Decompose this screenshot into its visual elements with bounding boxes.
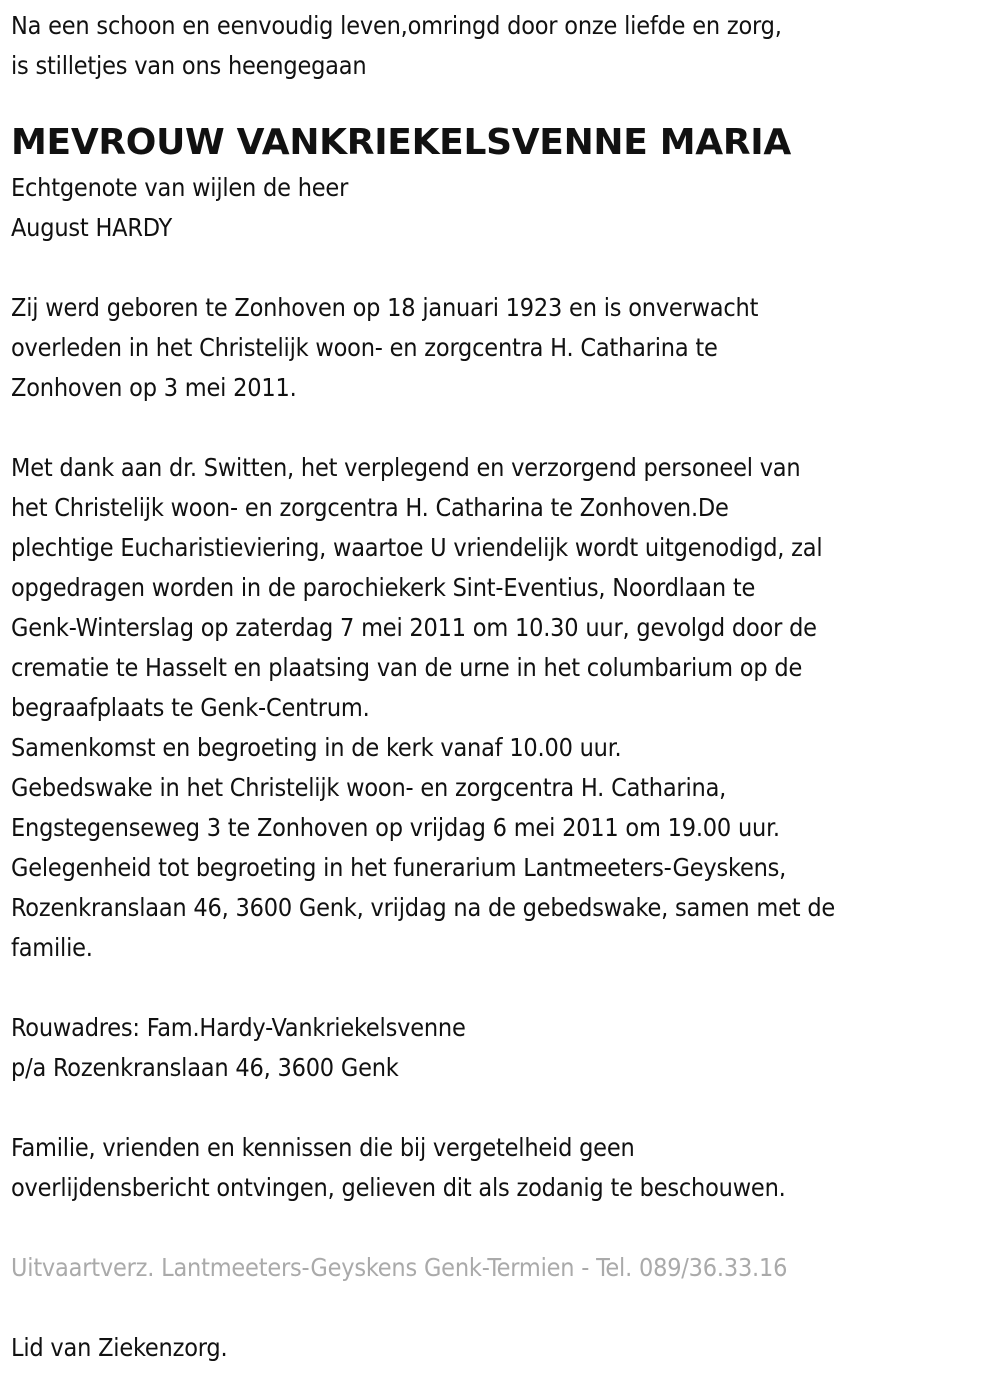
- spacer: [11, 408, 1000, 448]
- spouse-section: [11, 168, 1000, 248]
- ceremony-line: familie.: [11, 933, 93, 962]
- birth-death-line: Zij werd geboren te Zonhoven op 18 januari 1923 en is onverwacht: [11, 293, 759, 322]
- ceremony-line: Rozenkranslaan 46, 3600 Genk, vrijdag na de gebedswake, samen met de: [11, 893, 836, 922]
- ceremony-line: het Christelijk woon- en zorgcentra H. Catharina te Zonhoven.De: [11, 493, 729, 522]
- membership-note: Lid van Ziekenzorg.: [11, 1333, 228, 1362]
- notice-section: [11, 1128, 1000, 1208]
- ceremony-line: Genk-Winterslag op zaterdag 7 mei 2011 om 10.30 uur, gevolgd door de: [11, 613, 817, 642]
- notice-line: overlijdensbericht ontvingen, gelieven dit als zodanig te beschouwen.: [11, 1173, 786, 1202]
- ceremony-line: Met dank aan dr. Switten, het verplegend en verzorgend personeel van: [11, 453, 801, 482]
- deceased-name: MEVROUW VANKRIEKELSVENNE MARIA: [11, 122, 791, 163]
- funeral-home-credit: Uitvaartverz. Lantmeeters-Geyskens Genk-Termien - Tel. 089/36.33.16: [11, 1253, 788, 1282]
- ceremony-line: Gebedswake in het Christelijk woon- en zorgcentra H. Catharina,: [11, 773, 727, 802]
- spacer: [11, 248, 1000, 288]
- spacer: [11, 1288, 1000, 1328]
- mourning-address-section: [11, 1008, 1000, 1088]
- intro-line: is stilletjes van ons heengegaan: [11, 51, 367, 80]
- ceremony-line: begraafplaats te Genk-Centrum.: [11, 693, 370, 722]
- birth-death-line: Zonhoven op 3 mei 2011.: [11, 373, 297, 402]
- ceremony-line: opgedragen worden in de parochiekerk Sint-Eventius, Noordlaan te: [11, 573, 756, 602]
- intro-section: [11, 0, 1000, 86]
- address-line: p/a Rozenkranslaan 46, 3600 Genk: [11, 1053, 399, 1082]
- ceremony-line: crematie te Hasselt en plaatsing van de urne in het columbarium op de: [11, 653, 803, 682]
- spouse-line: Echtgenote van wijlen de heer: [11, 173, 349, 202]
- ceremony-line: Engstegenseweg 3 te Zonhoven op vrijdag 6 mei 2011 om 19.00 uur.: [11, 813, 780, 842]
- spacer: [11, 1208, 1000, 1248]
- birth-death-line: overleden in het Christelijk woon- en zorgcentra H. Catharina te: [11, 333, 718, 362]
- spacer: [11, 1088, 1000, 1128]
- spouse-line: August HARDY: [11, 213, 173, 242]
- ceremony-line: Gelegenheid tot begroeting in het funerarium Lantmeeters-Geyskens,: [11, 853, 787, 882]
- spacer: [11, 968, 1000, 1008]
- ceremony-section: [11, 448, 1000, 968]
- ceremony-line: Samenkomst en begroeting in de kerk vanaf 10.00 uur.: [11, 733, 622, 762]
- address-line: Rouwadres: Fam.Hardy-Vankriekelsvenne: [11, 1013, 466, 1042]
- ceremony-line: plechtige Eucharistieviering, waartoe U vriendelijk wordt uitgenodigd, zal: [11, 533, 823, 562]
- intro-line: Na een schoon en eenvoudig leven,omringd door onze liefde en zorg,: [11, 11, 782, 40]
- birth-death-section: [11, 288, 1000, 408]
- notice-line: Familie, vrienden en kennissen die bij vergetelheid geen: [11, 1133, 635, 1162]
